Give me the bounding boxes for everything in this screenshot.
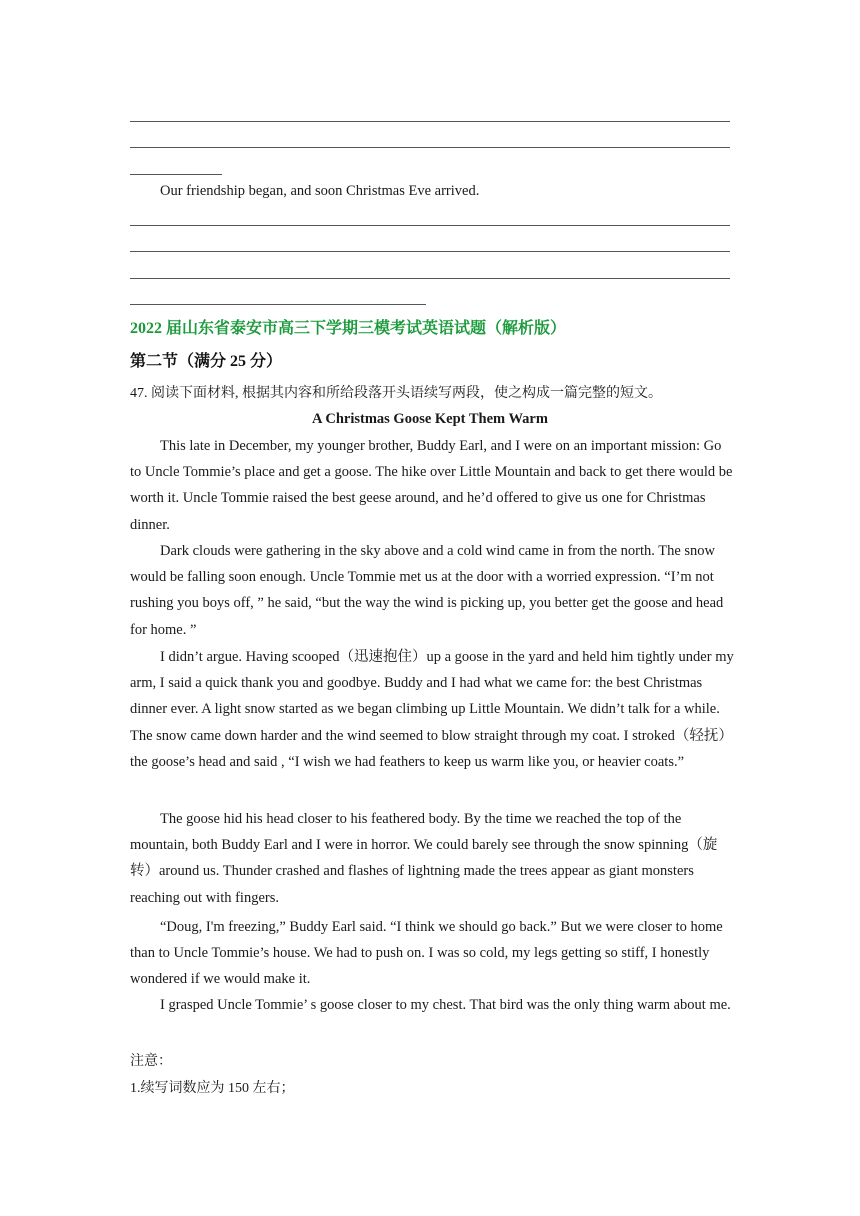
answer-line [130, 278, 730, 279]
answer-line [130, 251, 730, 252]
answer-line [130, 225, 730, 226]
passage-paragraph: I didn’t argue. Having scooped（迅速抱住）up a goose in the yard and held him tightly under my arm, I said a quick thank you and goodbye. Buddy and I had what we came for: the best Christmas dinner ever. A light snow started as we began climbing up Little Mountain. We didn’t talk for a while. The snow came down harder and the wind seemed to blow straight through my coat. I stroked（轻抚）the goose’s head and said , “I wish we had feathers to keep us warm like you, or heavier coats.” [130, 649, 734, 770]
passage-paragraph: I grasped Uncle Tommie’ s goose closer to my chest. That bird was the only thing warm about me. [160, 997, 731, 1013]
passage-title: A Christmas Goose Kept Them Warm [312, 411, 548, 427]
passage-paragraph: Dark clouds were gathering in the sky above and a cold wind came in from the north. The snow would be falling soon enough. Uncle Tommie met us at the door with a worried expression. “I’m not rushing you boys off, ” he said, “but the way the wind is picking up, you better get the goose and head for home. ” [130, 543, 724, 638]
answer-line [130, 121, 730, 122]
notes-heading: 注意： [130, 1054, 172, 1069]
passage-paragraph: “Doug, I'm freezing,” Buddy Earl said. “I think we should go back.” But we were closer to home than to Uncle Tommie’s house. We had to push on. I was so cold, my legs getting so stiff, I honestly wondered if we would make it. [130, 919, 723, 988]
answer-line [130, 304, 426, 305]
question-instruction: 47. 阅读下面材料, 根据其内容和所给段落开头语续写两段，使之构成一篇完整的短文。 [130, 386, 662, 401]
answer-line [130, 174, 222, 175]
section-heading: 第二节（满分 25 分） [130, 353, 283, 370]
source-title: 2022 届山东省泰安市高三下学期三模考试英语试题（解析版） [130, 320, 567, 337]
note-item: 1.续写词数应为 150 左右； [130, 1081, 295, 1096]
passage-paragraph: This late in December, my younger brother, Buddy Earl, and I were on an important mission: Go to Uncle Tommie’s place and get a goose. The hike over Little Mountain and back to get there would be worth it. Uncle Tommie raised the best geese around, and he’d offered to give us one for Christmas dinner. [130, 438, 733, 533]
continuation-prompt: Our friendship began, and soon Christmas Eve arrived. [160, 183, 480, 199]
answer-line [130, 147, 730, 148]
passage-paragraph: The goose hid his head closer to his feathered body. By the time we reached the top of the mountain, both Buddy Earl and I were in horror. We could barely see through the snow spinning（旋转）around us. Thunder crashed and flashes of lightning made the trees appear as giant monsters reaching out with fingers. [130, 811, 718, 906]
